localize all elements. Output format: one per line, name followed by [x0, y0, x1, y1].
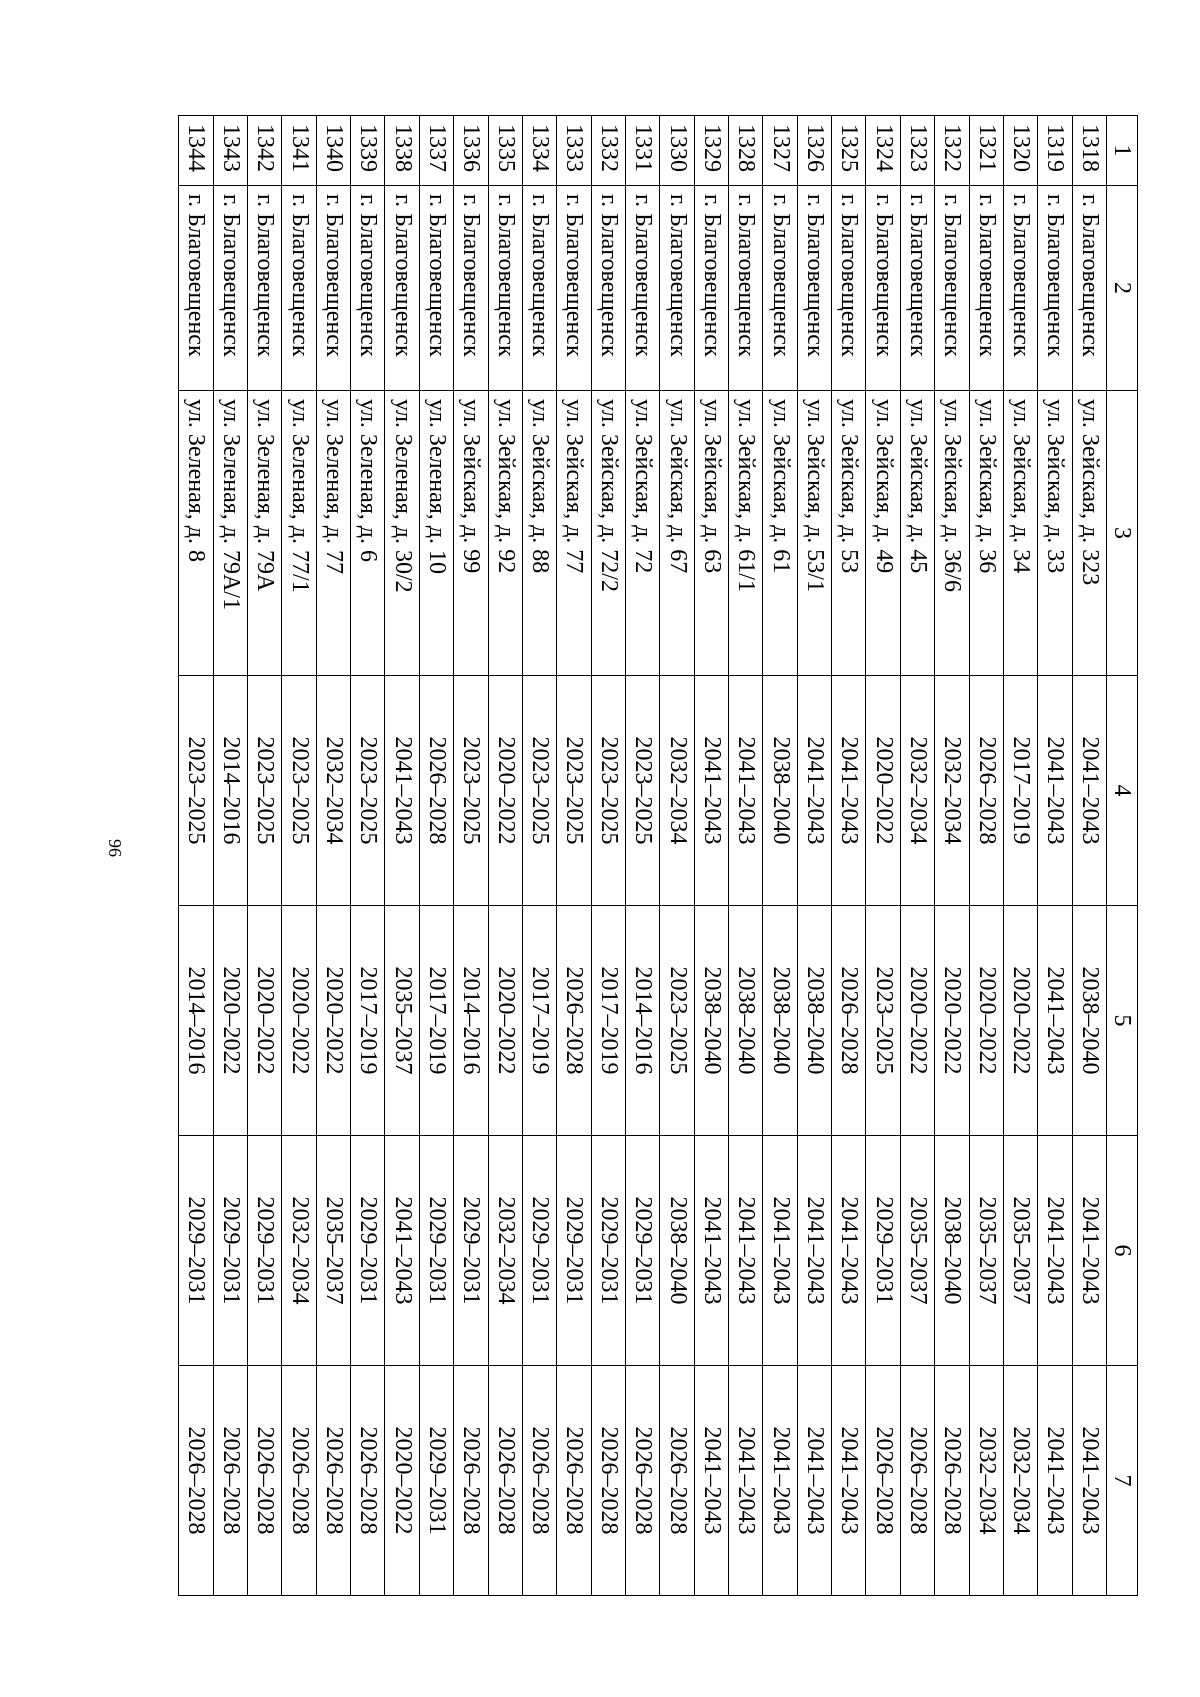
- period-cell: 2026–2028: [900, 1366, 934, 1596]
- row-number-cell: 1343: [213, 116, 247, 186]
- period-cell: 2038–2040: [797, 906, 831, 1136]
- period-cell: 2038–2040: [1072, 906, 1106, 1136]
- period-cell: 2020–2022: [900, 906, 934, 1136]
- column-header: 7: [1107, 1366, 1138, 1596]
- row-number-cell: 1331: [625, 116, 659, 186]
- city-cell: г. Благовещенск: [282, 186, 316, 391]
- period-cell: 2035–2037: [385, 906, 419, 1136]
- row-number-cell: 1327: [763, 116, 797, 186]
- period-cell: 2032–2034: [969, 1366, 1003, 1596]
- period-cell: 2032–2034: [900, 676, 934, 906]
- period-cell: 2014–2016: [625, 906, 659, 1136]
- period-cell: 2026–2028: [248, 1366, 282, 1596]
- row-number-cell: 1329: [694, 116, 728, 186]
- period-cell: 2020–2022: [385, 1366, 419, 1596]
- table-row: [419, 116, 453, 1596]
- table-row: [729, 116, 763, 1596]
- address-cell: ул. Зейская, д. 34: [1003, 391, 1037, 676]
- row-number-cell: 1332: [591, 116, 625, 186]
- period-cell: 2020–2022: [935, 906, 969, 1136]
- row-number-cell: 1318: [1072, 116, 1106, 186]
- period-cell: 2026–2028: [660, 1366, 694, 1596]
- row-number-cell: 1344: [179, 116, 214, 186]
- period-cell: 2020–2022: [969, 906, 1003, 1136]
- city-cell: г. Благовещенск: [488, 186, 522, 391]
- address-cell: ул. Зеленая, д. 77/1: [282, 391, 316, 676]
- row-number-cell: 1338: [385, 116, 419, 186]
- period-cell: 2029–2031: [866, 1136, 900, 1366]
- city-cell: г. Благовещенск: [385, 186, 419, 391]
- period-cell: 2041–2043: [832, 676, 866, 906]
- table-row: [385, 116, 419, 1596]
- period-cell: 2041–2043: [1038, 1136, 1072, 1366]
- address-cell: ул. Зейская, д. 63: [694, 391, 728, 676]
- city-cell: г. Благовещенск: [454, 186, 488, 391]
- address-cell: ул. Зеленая, д. 79А/1: [213, 391, 247, 676]
- address-cell: ул. Зейская, д. 53: [832, 391, 866, 676]
- page-number: 96: [105, 839, 125, 857]
- period-cell: 2029–2031: [248, 1136, 282, 1366]
- period-cell: 2035–2037: [900, 1136, 934, 1366]
- table-row: [1072, 116, 1106, 1596]
- period-cell: 2020–2022: [488, 676, 522, 906]
- period-cell: 2041–2043: [694, 676, 728, 906]
- period-cell: 2038–2040: [763, 676, 797, 906]
- period-cell: 2029–2031: [591, 1136, 625, 1366]
- period-cell: 2041–2043: [1038, 676, 1072, 906]
- row-number-cell: 1341: [282, 116, 316, 186]
- row-number-cell: 1333: [557, 116, 591, 186]
- period-cell: 2032–2034: [316, 676, 350, 906]
- period-cell: 2029–2031: [625, 1136, 659, 1366]
- city-cell: г. Благовещенск: [248, 186, 282, 391]
- table-row: [248, 116, 282, 1596]
- period-cell: 2041–2043: [797, 1366, 831, 1596]
- address-cell: ул. Зейская, д. 72: [625, 391, 659, 676]
- city-cell: г. Благовещенск: [832, 186, 866, 391]
- table-row: [316, 116, 350, 1596]
- period-cell: 2029–2031: [419, 1136, 453, 1366]
- address-cell: ул. Зеленая, д. 79А: [248, 391, 282, 676]
- period-cell: 2026–2028: [213, 1366, 247, 1596]
- period-cell: 2038–2040: [729, 906, 763, 1136]
- row-number-cell: 1335: [488, 116, 522, 186]
- period-cell: 2026–2028: [522, 1366, 556, 1596]
- column-header: 6: [1107, 1136, 1138, 1366]
- period-cell: 2020–2022: [282, 906, 316, 1136]
- table-row: [694, 116, 728, 1596]
- city-cell: г. Благовещенск: [1038, 186, 1072, 391]
- address-cell: ул. Зеленая, д. 30/2: [385, 391, 419, 676]
- address-cell: ул. Зейская, д. 61: [763, 391, 797, 676]
- address-cell: ул. Зейская, д. 77: [557, 391, 591, 676]
- period-cell: 2026–2028: [419, 676, 453, 906]
- address-cell: ул. Зейская, д. 92: [488, 391, 522, 676]
- address-cell: ул. Зейская, д. 33: [1038, 391, 1072, 676]
- row-number-cell: 1321: [969, 116, 1003, 186]
- period-cell: 2026–2028: [351, 1366, 385, 1596]
- period-cell: 2026–2028: [935, 1366, 969, 1596]
- city-cell: г. Благовещенск: [694, 186, 728, 391]
- city-cell: г. Благовещенск: [316, 186, 350, 391]
- period-cell: 2038–2040: [694, 906, 728, 1136]
- period-cell: 2041–2043: [763, 1136, 797, 1366]
- city-cell: г. Благовещенск: [557, 186, 591, 391]
- period-cell: 2026–2028: [832, 906, 866, 1136]
- period-cell: 2023–2025: [625, 676, 659, 906]
- period-cell: 2032–2034: [660, 676, 694, 906]
- period-cell: 2020–2022: [866, 676, 900, 906]
- period-cell: 2026–2028: [591, 1366, 625, 1596]
- period-cell: 2041–2043: [1072, 676, 1106, 906]
- address-cell: ул. Зейская, д. 99: [454, 391, 488, 676]
- address-cell: ул. Зейская, д. 36: [969, 391, 1003, 676]
- row-number-cell: 1324: [866, 116, 900, 186]
- table-row: [625, 116, 659, 1596]
- row-number-cell: 1320: [1003, 116, 1037, 186]
- period-cell: 2023–2025: [557, 676, 591, 906]
- period-cell: 2029–2031: [351, 1136, 385, 1366]
- address-cell: ул. Зейская, д. 49: [866, 391, 900, 676]
- period-cell: 2041–2043: [729, 1136, 763, 1366]
- period-cell: 2014–2016: [179, 906, 214, 1136]
- address-cell: ул. Зейская, д. 45: [900, 391, 934, 676]
- period-cell: 2032–2034: [488, 1136, 522, 1366]
- city-cell: г. Благовещенск: [351, 186, 385, 391]
- period-cell: 2017–2019: [522, 906, 556, 1136]
- city-cell: г. Благовещенск: [522, 186, 556, 391]
- period-cell: 2041–2043: [1038, 906, 1072, 1136]
- row-number-cell: 1342: [248, 116, 282, 186]
- table-row: [557, 116, 591, 1596]
- period-cell: 2026–2028: [488, 1366, 522, 1596]
- period-cell: 2026–2028: [316, 1366, 350, 1596]
- city-cell: г. Благовещенск: [763, 186, 797, 391]
- period-cell: 2029–2031: [213, 1136, 247, 1366]
- period-cell: 2041–2043: [694, 1366, 728, 1596]
- period-cell: 2023–2025: [660, 906, 694, 1136]
- table-row: [797, 116, 831, 1596]
- period-cell: 2026–2028: [866, 1366, 900, 1596]
- period-cell: 2038–2040: [660, 1136, 694, 1366]
- period-cell: 2020–2022: [316, 906, 350, 1136]
- address-cell: ул. Зеленая, д. 10: [419, 391, 453, 676]
- table-body: [179, 116, 1107, 1596]
- row-number-cell: 1330: [660, 116, 694, 186]
- period-cell: 2035–2037: [316, 1136, 350, 1366]
- city-cell: г. Благовещенск: [729, 186, 763, 391]
- city-cell: г. Благовещенск: [591, 186, 625, 391]
- city-cell: г. Благовещенск: [797, 186, 831, 391]
- city-cell: г. Благовещенск: [969, 186, 1003, 391]
- address-cell: ул. Зейская, д. 67: [660, 391, 694, 676]
- period-cell: 2032–2034: [1003, 1366, 1037, 1596]
- address-cell: ул. Зейская, д. 53/1: [797, 391, 831, 676]
- period-cell: 2038–2040: [935, 1136, 969, 1366]
- period-cell: 2035–2037: [1003, 1136, 1037, 1366]
- table-row: [351, 116, 385, 1596]
- row-number-cell: 1337: [419, 116, 453, 186]
- address-cell: ул. Зейская, д. 36/6: [935, 391, 969, 676]
- period-cell: 2029–2031: [557, 1136, 591, 1366]
- address-cell: ул. Зеленая, д. 8: [179, 391, 214, 676]
- address-cell: ул. Зеленая, д. 6: [351, 391, 385, 676]
- period-cell: 2041–2043: [694, 1136, 728, 1366]
- period-cell: 2026–2028: [282, 1366, 316, 1596]
- row-number-cell: 1339: [351, 116, 385, 186]
- city-cell: г. Благовещенск: [1003, 186, 1037, 391]
- address-cell: ул. Зеленая, д. 77: [316, 391, 350, 676]
- row-number-cell: 1328: [729, 116, 763, 186]
- period-cell: 2020–2022: [248, 906, 282, 1136]
- period-cell: 2041–2043: [797, 676, 831, 906]
- period-cell: 2041–2043: [729, 676, 763, 906]
- period-cell: 2041–2043: [729, 1366, 763, 1596]
- period-cell: 2032–2034: [282, 1136, 316, 1366]
- period-cell: 2026–2028: [557, 1366, 591, 1596]
- period-cell: 2029–2031: [522, 1136, 556, 1366]
- period-cell: 2023–2025: [248, 676, 282, 906]
- column-header: 4: [1107, 676, 1138, 906]
- table-row: [935, 116, 969, 1596]
- table-row: [213, 116, 247, 1596]
- period-cell: 2026–2028: [454, 1366, 488, 1596]
- period-cell: 2041–2043: [1072, 1366, 1106, 1596]
- table-row: [1038, 116, 1072, 1596]
- period-cell: 2023–2025: [522, 676, 556, 906]
- column-header: 1: [1107, 116, 1138, 186]
- schedule-table: [178, 115, 1138, 1596]
- row-number-cell: 1323: [900, 116, 934, 186]
- period-cell: 2023–2025: [591, 676, 625, 906]
- period-cell: 2017–2019: [419, 906, 453, 1136]
- city-cell: г. Благовещенск: [866, 186, 900, 391]
- city-cell: г. Благовещенск: [1072, 186, 1106, 391]
- address-cell: ул. Зейская, д. 72/2: [591, 391, 625, 676]
- header-row: [1107, 116, 1138, 1596]
- table-row: [660, 116, 694, 1596]
- period-cell: 2041–2043: [763, 1366, 797, 1596]
- column-header: 3: [1107, 391, 1138, 676]
- period-cell: 2041–2043: [1038, 1366, 1072, 1596]
- city-cell: г. Благовещенск: [660, 186, 694, 391]
- period-cell: 2041–2043: [385, 676, 419, 906]
- period-cell: 2029–2031: [454, 1136, 488, 1366]
- column-header: 5: [1107, 906, 1138, 1136]
- period-cell: 2017–2019: [591, 906, 625, 1136]
- table-row: [522, 116, 556, 1596]
- period-cell: 2020–2022: [488, 906, 522, 1136]
- city-cell: г. Благовещенск: [900, 186, 934, 391]
- schedule-table-container: [178, 115, 1138, 1595]
- period-cell: 2041–2043: [832, 1366, 866, 1596]
- row-number-cell: 1319: [1038, 116, 1072, 186]
- table-row: [488, 116, 522, 1596]
- period-cell: 2029–2031: [179, 1136, 214, 1366]
- period-cell: 2035–2037: [969, 1136, 1003, 1366]
- period-cell: 2023–2025: [454, 676, 488, 906]
- table-row: [763, 116, 797, 1596]
- table-row: [1003, 116, 1037, 1596]
- period-cell: 2023–2025: [179, 676, 214, 906]
- city-cell: г. Благовещенск: [179, 186, 214, 391]
- period-cell: 2026–2028: [969, 676, 1003, 906]
- table-row: [832, 116, 866, 1596]
- period-cell: 2029–2031: [419, 1366, 453, 1596]
- period-cell: 2023–2025: [866, 906, 900, 1136]
- period-cell: 2041–2043: [385, 1136, 419, 1366]
- city-cell: г. Благовещенск: [935, 186, 969, 391]
- period-cell: 2041–2043: [832, 1136, 866, 1366]
- city-cell: г. Благовещенск: [625, 186, 659, 391]
- table-row: [969, 116, 1003, 1596]
- period-cell: 2026–2028: [557, 906, 591, 1136]
- table-row: [900, 116, 934, 1596]
- period-cell: 2041–2043: [797, 1136, 831, 1366]
- row-number-cell: 1325: [832, 116, 866, 186]
- city-cell: г. Благовещенск: [419, 186, 453, 391]
- table-row: [866, 116, 900, 1596]
- table-row: [179, 116, 214, 1596]
- column-header: 2: [1107, 186, 1138, 391]
- address-cell: ул. Зейская, д. 61/1: [729, 391, 763, 676]
- period-cell: 2023–2025: [282, 676, 316, 906]
- city-cell: г. Благовещенск: [213, 186, 247, 391]
- table-row: [454, 116, 488, 1596]
- period-cell: 2041–2043: [1072, 1136, 1106, 1366]
- row-number-cell: 1336: [454, 116, 488, 186]
- period-cell: 2017–2019: [1003, 676, 1037, 906]
- period-cell: 2038–2040: [763, 906, 797, 1136]
- period-cell: 2026–2028: [625, 1366, 659, 1596]
- address-cell: ул. Зейская, д. 323: [1072, 391, 1106, 676]
- table-row: [591, 116, 625, 1596]
- row-number-cell: 1340: [316, 116, 350, 186]
- period-cell: 2026–2028: [179, 1366, 214, 1596]
- table-row: [282, 116, 316, 1596]
- period-cell: 2014–2016: [454, 906, 488, 1136]
- period-cell: 2014–2016: [213, 676, 247, 906]
- period-cell: 2020–2022: [1003, 906, 1037, 1136]
- period-cell: 2017–2019: [351, 906, 385, 1136]
- period-cell: 2023–2025: [351, 676, 385, 906]
- period-cell: 2020–2022: [213, 906, 247, 1136]
- address-cell: ул. Зейская, д. 88: [522, 391, 556, 676]
- row-number-cell: 1326: [797, 116, 831, 186]
- row-number-cell: 1322: [935, 116, 969, 186]
- row-number-cell: 1334: [522, 116, 556, 186]
- period-cell: 2032–2034: [935, 676, 969, 906]
